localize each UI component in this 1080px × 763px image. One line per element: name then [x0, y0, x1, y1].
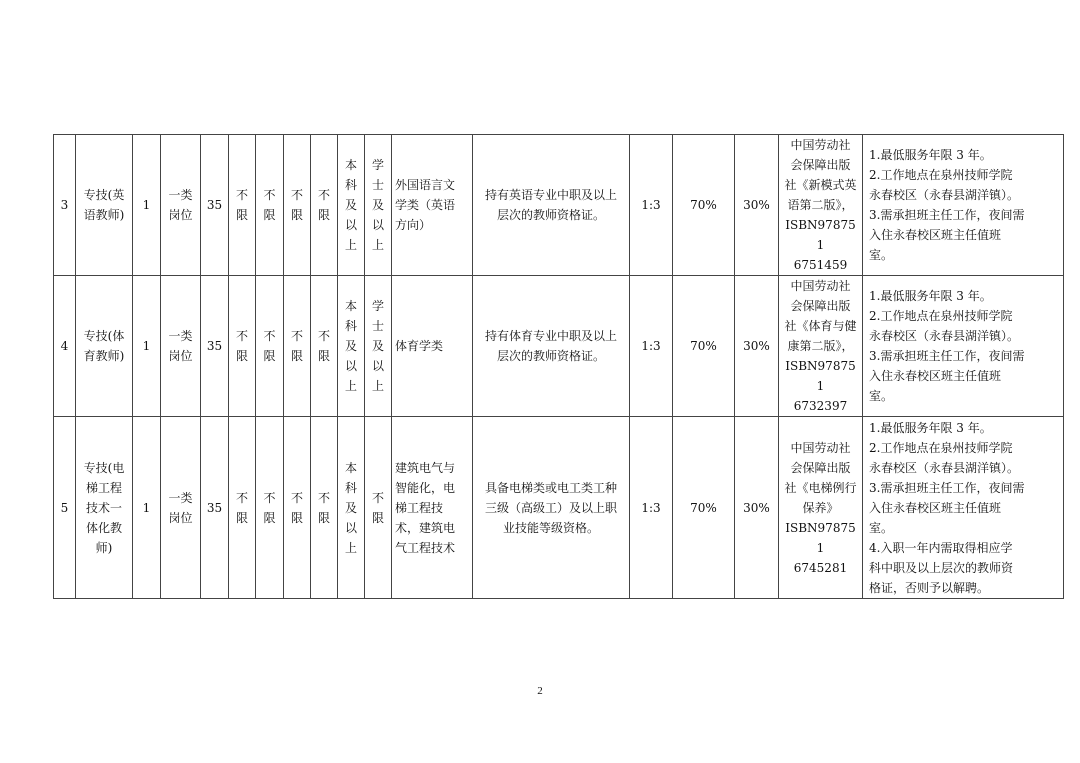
notes-line: 3.需承担班主任工作，夜间需	[869, 349, 1025, 363]
education-text: 本科及以上	[345, 299, 358, 393]
major-line: 方向）	[395, 218, 432, 232]
major-line: 外国语言文	[395, 178, 456, 192]
major-line: 术，建筑电	[395, 520, 456, 535]
condition-3	[284, 417, 311, 599]
textbook-line: 社《新模式英	[784, 178, 857, 192]
condition-3-line: 不	[290, 490, 303, 505]
degree	[365, 276, 392, 417]
major	[392, 417, 473, 599]
condition-1	[229, 276, 256, 417]
table-row	[54, 276, 1064, 417]
textbook-line: 中国劳动社	[790, 138, 851, 152]
post-name-line: 体化教	[85, 520, 122, 535]
row-number: 4	[54, 276, 76, 417]
condition-2-line: 不	[263, 490, 276, 505]
notes-line: 1.最低服务年限 3 年。	[869, 289, 992, 303]
notes-line: 2.工作地点在泉州技师学院	[869, 168, 1013, 182]
degree-text: 不限	[372, 490, 385, 525]
major-line: 建筑电气与	[395, 460, 456, 475]
page-number: 2	[537, 685, 543, 697]
post-class	[161, 276, 201, 417]
age-limit: 35	[201, 276, 229, 417]
textbook-line: 6732397	[793, 399, 848, 413]
post-name-line: 专技(体	[83, 329, 125, 343]
condition-4-line: 不	[317, 329, 330, 343]
post-class-line: 一类	[168, 329, 193, 343]
recruitment-table	[53, 134, 1064, 599]
education-text: 本科及以上	[345, 158, 358, 252]
requirement-line: 持有体育专业中职及以上	[484, 329, 617, 343]
notes-line: 永春校区（永春县湖洋镇）。	[869, 329, 1020, 343]
condition-1-line: 不	[235, 329, 248, 343]
condition-3-line: 限	[290, 208, 303, 222]
condition-3	[284, 135, 311, 276]
textbook-line: 6745281	[793, 560, 848, 575]
education	[338, 276, 365, 417]
textbook-line: 会保障出版	[790, 158, 851, 172]
row-number: 3	[54, 135, 76, 276]
textbook-line: ISBN978751	[785, 218, 856, 252]
textbook-line: ISBN978751	[785, 359, 856, 393]
textbook	[779, 276, 863, 417]
education	[338, 417, 365, 599]
post-name	[76, 135, 133, 276]
condition-2	[256, 135, 284, 276]
table-row	[54, 135, 1064, 276]
condition-3-line: 不	[290, 188, 303, 202]
post-name-line: 师)	[95, 540, 113, 555]
major-line: 体育学类	[395, 339, 444, 353]
notes	[863, 276, 1064, 417]
requirement	[473, 276, 630, 417]
textbook-line: 6751459	[793, 258, 848, 272]
row-number: 5	[54, 417, 76, 599]
requirement-line: 持有英语专业中职及以上	[484, 188, 617, 202]
textbook-line: 社《电梯例行	[784, 480, 857, 495]
exam-ratio: 1:3	[630, 417, 673, 599]
post-name-line: 语教师)	[83, 208, 125, 222]
textbook-line: 会保障出版	[790, 299, 851, 313]
condition-1-line: 限	[235, 510, 248, 525]
condition-4-line: 不	[317, 188, 330, 202]
textbook-line: 中国劳动社	[790, 440, 851, 455]
condition-1-line: 不	[235, 490, 248, 505]
condition-4-line: 不	[317, 490, 330, 505]
notes-line: 3.需承担班主任工作，夜间需	[869, 480, 1025, 495]
notes-line: 室。	[869, 248, 894, 262]
post-class-line: 一类	[168, 490, 193, 505]
condition-4	[311, 135, 338, 276]
recruit-count: 1	[133, 417, 161, 599]
requirement-line: 三级（高级工）及以上职	[484, 500, 617, 515]
weight-a: 70%	[673, 276, 735, 417]
textbook	[779, 417, 863, 599]
notes-line: 格证，否则予以解聘。	[869, 580, 990, 595]
notes-line: 室。	[869, 389, 894, 403]
condition-3-line: 限	[290, 349, 303, 363]
notes-line: 入住永春校区班主任值班	[869, 500, 1002, 515]
exam-ratio: 1:3	[630, 276, 673, 417]
condition-4-line: 限	[317, 208, 330, 222]
condition-2	[256, 417, 284, 599]
post-name-line: 专技(电	[83, 460, 125, 475]
textbook-line: 中国劳动社	[790, 279, 851, 293]
notes-line: 1.最低服务年限 3 年。	[869, 420, 992, 435]
notes-line: 1.最低服务年限 3 年。	[869, 148, 992, 162]
condition-2-line: 限	[263, 510, 276, 525]
condition-1-line: 不	[235, 188, 248, 202]
condition-1	[229, 417, 256, 599]
notes-line: 入住永春校区班主任值班	[869, 228, 1002, 242]
post-class-line: 岗位	[168, 349, 193, 363]
post-name-line: 梯工程	[85, 480, 122, 495]
notes-line: 3.需承担班主任工作，夜间需	[869, 208, 1025, 222]
major-line: 梯工程技	[395, 500, 444, 515]
notes-line: 永春校区（永春县湖洋镇）。	[869, 460, 1020, 475]
recruit-count: 1	[133, 276, 161, 417]
post-class	[161, 135, 201, 276]
textbook-line: 保养》	[802, 500, 839, 515]
notes-line: 永春校区（永春县湖洋镇）。	[869, 188, 1020, 202]
major	[392, 135, 473, 276]
requirement-line: 层次的教师资格证。	[496, 208, 605, 222]
notes-line: 科中职及以上层次的教师资	[869, 560, 1014, 575]
textbook	[779, 135, 863, 276]
condition-2-line: 不	[263, 329, 276, 343]
exam-ratio: 1:3	[630, 135, 673, 276]
condition-3-line: 不	[290, 329, 303, 343]
condition-4	[311, 276, 338, 417]
post-class-line: 岗位	[168, 208, 193, 222]
degree-text: 学士及以上	[372, 299, 385, 393]
requirement	[473, 135, 630, 276]
textbook-line: 会保障出版	[790, 460, 851, 475]
condition-2	[256, 276, 284, 417]
table-row	[54, 417, 1064, 599]
condition-4	[311, 417, 338, 599]
recruit-count: 1	[133, 135, 161, 276]
requirement	[473, 417, 630, 599]
weight-a: 70%	[673, 417, 735, 599]
degree	[365, 135, 392, 276]
requirement-line: 层次的教师资格证。	[496, 349, 605, 363]
notes-line: 室。	[869, 520, 894, 535]
post-class-line: 岗位	[168, 510, 193, 525]
post-name	[76, 276, 133, 417]
major-line: 智能化，电	[395, 480, 456, 495]
post-name-line: 技术一	[85, 500, 122, 515]
notes	[863, 417, 1064, 599]
education-text: 本科及以上	[345, 460, 358, 555]
post-name	[76, 417, 133, 599]
post-name-line: 专技(英	[83, 188, 125, 202]
requirement-line: 业技能等级资格。	[502, 520, 599, 535]
weight-b: 30%	[735, 135, 779, 276]
notes	[863, 135, 1064, 276]
condition-3-line: 限	[290, 510, 303, 525]
notes-line: 入住永春校区班主任值班	[869, 369, 1002, 383]
condition-2-line: 限	[263, 208, 276, 222]
requirement-line: 具备电梯类或电工类工种	[484, 480, 617, 495]
degree	[365, 417, 392, 599]
condition-4-line: 限	[317, 510, 330, 525]
condition-2-line: 不	[263, 188, 276, 202]
major-line: 气工程技术	[395, 540, 456, 555]
notes-line: 2.工作地点在泉州技师学院	[869, 309, 1013, 323]
post-class	[161, 417, 201, 599]
age-limit: 35	[201, 135, 229, 276]
post-name-line: 育教师)	[83, 349, 125, 363]
degree-text: 学士及以上	[372, 158, 385, 252]
condition-1-line: 限	[235, 349, 248, 363]
textbook-line: 社《体育与健	[784, 319, 857, 333]
condition-2-line: 限	[263, 349, 276, 363]
weight-a: 70%	[673, 135, 735, 276]
textbook-line: ISBN978751	[785, 520, 856, 555]
major	[392, 276, 473, 417]
notes-line: 2.工作地点在泉州技师学院	[869, 440, 1013, 455]
weight-b: 30%	[735, 276, 779, 417]
post-class-line: 一类	[168, 188, 193, 202]
textbook-line: 语第二版》，	[787, 198, 854, 212]
condition-1-line: 限	[235, 208, 248, 222]
condition-4-line: 限	[317, 349, 330, 363]
condition-1	[229, 135, 256, 276]
condition-3	[284, 276, 311, 417]
textbook-line: 康第二版》，	[787, 339, 854, 353]
notes-line: 4.入职一年内需取得相应学	[869, 540, 1013, 555]
weight-b: 30%	[735, 417, 779, 599]
major-line: 学类（英语	[395, 198, 456, 212]
age-limit: 35	[201, 417, 229, 599]
education	[338, 135, 365, 276]
